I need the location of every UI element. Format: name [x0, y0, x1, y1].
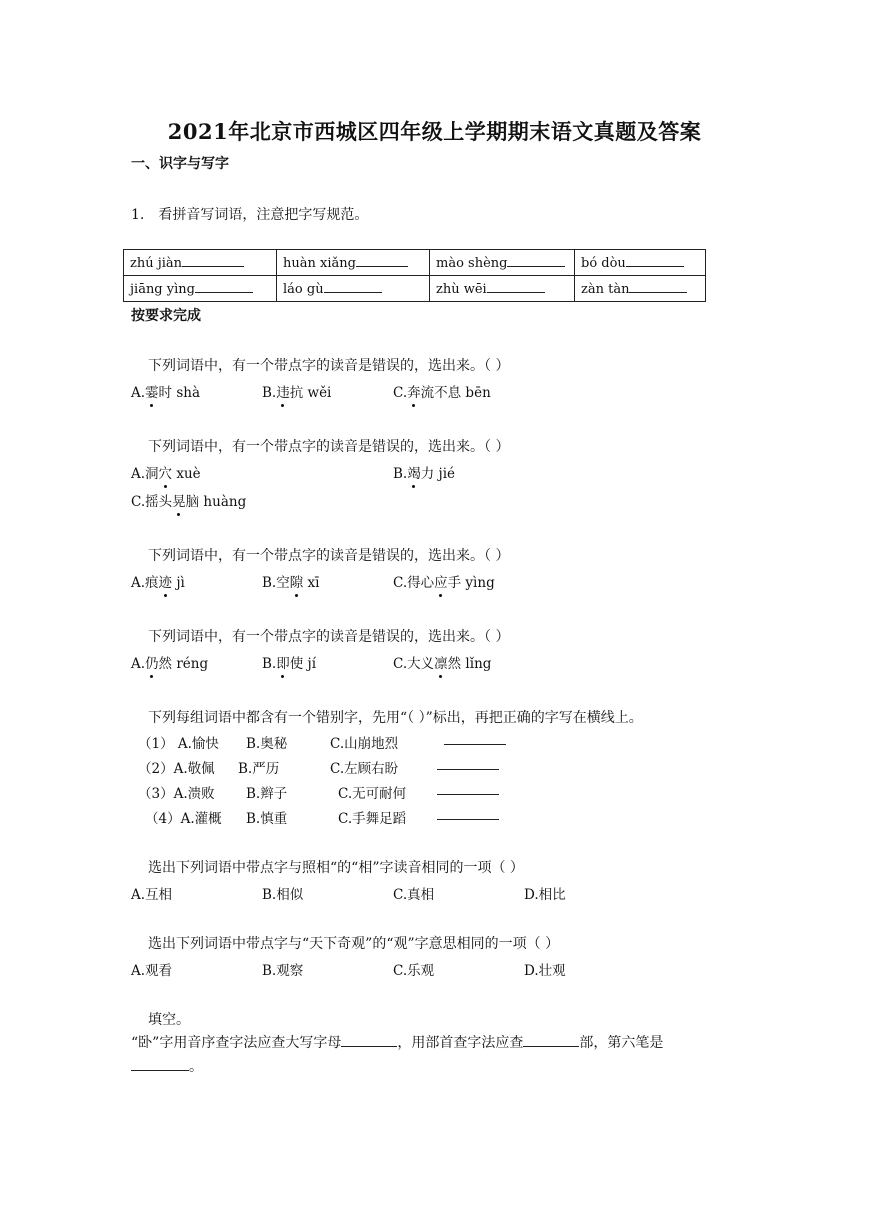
- typo-row-1-b: B.奥秘: [246, 736, 288, 752]
- option-a: A.仍然 réng: [131, 652, 208, 672]
- option-b: B.空隙 xī: [262, 571, 319, 591]
- pinyin-table: [123, 249, 706, 302]
- option-c: C.摇头晃脑 huàng: [131, 490, 246, 510]
- option-d: D.壮观: [524, 963, 566, 979]
- option-a: A.洞穴 xuè: [131, 462, 201, 482]
- typo-row-4-c: C.手舞足蹈: [338, 811, 407, 827]
- pinyin-cell: mào shèng: [430, 250, 575, 276]
- question-prompt: 下列词语中，有一个带点字的读音是错误的，选出来。（ ）: [148, 548, 510, 564]
- question-prompt: 选出下列词语中带点字与“天下奇观”的“观”字意思相同的一项（ ）: [148, 936, 560, 952]
- answer-blank: [437, 807, 499, 824]
- typo-row-1-a: （1） A.愉快: [138, 736, 219, 752]
- typo-row-2-a: （2）A.敬佩: [138, 761, 215, 777]
- pinyin-cell: jiāng yìng: [124, 276, 277, 302]
- option-c: C.大义凛然 lǐng: [393, 652, 491, 672]
- page-title: 2021年北京市西城区四年级上学期期末语文真题及答案: [167, 119, 702, 144]
- typo-row-4-b: B.慎重: [246, 811, 288, 827]
- fill-line-2: 。: [131, 1056, 203, 1076]
- table-row: [124, 250, 706, 276]
- option-a: A.互相: [131, 887, 173, 903]
- fill-line-1: “卧”字用音序查字法应查大写字母 ，用部首查字法应查 部，第六笔是: [131, 1035, 664, 1051]
- option-a: A.痕迹 jì: [131, 571, 185, 591]
- option-c: C.真相: [393, 887, 435, 903]
- typo-row-3-b: B.辫子: [246, 786, 288, 802]
- question-prompt: 下列词语中，有一个带点字的读音是错误的，选出来。（ ）: [148, 358, 510, 374]
- pinyin-cell: zàn tàn: [575, 276, 706, 302]
- option-a: A.观看: [131, 963, 173, 979]
- option-c: C.得心应手 yìng: [393, 571, 495, 591]
- option-b: B.相似: [262, 887, 304, 903]
- question-prompt: 选出下列词语中带点字与照相“的“相”字读音相同的一项（ ）: [148, 860, 524, 876]
- question-prompt: 下列每组词语中都含有一个错别字，先用“（ ）”标出，再把正确的字写在横线上。: [148, 710, 643, 726]
- question-prompt: 下列词语中，有一个带点字的读音是错误的，选出来。（ ）: [148, 439, 510, 455]
- option-b: B.违抗 wěi: [262, 381, 331, 401]
- option-b: B.竭力 jié: [393, 462, 455, 482]
- question-prompt: 下列词语中，有一个带点字的读音是错误的，选出来。（ ）: [148, 629, 510, 645]
- option-b: B.即使 jí: [262, 652, 316, 672]
- typo-row-1-c: C.山崩地烈: [330, 736, 399, 752]
- pinyin-cell: bó dòu: [575, 250, 706, 276]
- question-prompt: 填空。: [148, 1012, 190, 1028]
- pinyin-cell: zhù wēi: [430, 276, 575, 302]
- answer-blank: [437, 757, 499, 774]
- table-row: [124, 276, 706, 302]
- option-d: D.相比: [524, 887, 566, 903]
- pinyin-cell: huàn xiǎng: [277, 250, 430, 276]
- answer-blank: [437, 782, 499, 799]
- question-1-prompt: 1. 看拼音写词语，注意把字写规范。: [131, 207, 369, 223]
- pinyin-cell: zhú jiàn: [124, 250, 277, 276]
- section-heading-2: 按要求完成: [131, 308, 201, 324]
- pinyin-cell: láo gù: [277, 276, 430, 302]
- answer-blank: [444, 732, 506, 749]
- option-a: A.霎时 shà: [131, 381, 200, 401]
- typo-row-4-a: （4）A.灌概: [145, 811, 222, 827]
- typo-row-3-c: C.无可耐何: [338, 786, 407, 802]
- typo-row-2-b: B.严历: [238, 761, 280, 777]
- option-c: C.乐观: [393, 963, 435, 979]
- typo-row-2-c: C.左顾右盼: [330, 761, 399, 777]
- option-b: B.观察: [262, 963, 304, 979]
- typo-row-3-a: （3）A.溃败: [138, 786, 215, 802]
- section-heading-1: 一、识字与写字: [131, 156, 229, 172]
- option-c: C.奔流不息 bēn: [393, 381, 491, 401]
